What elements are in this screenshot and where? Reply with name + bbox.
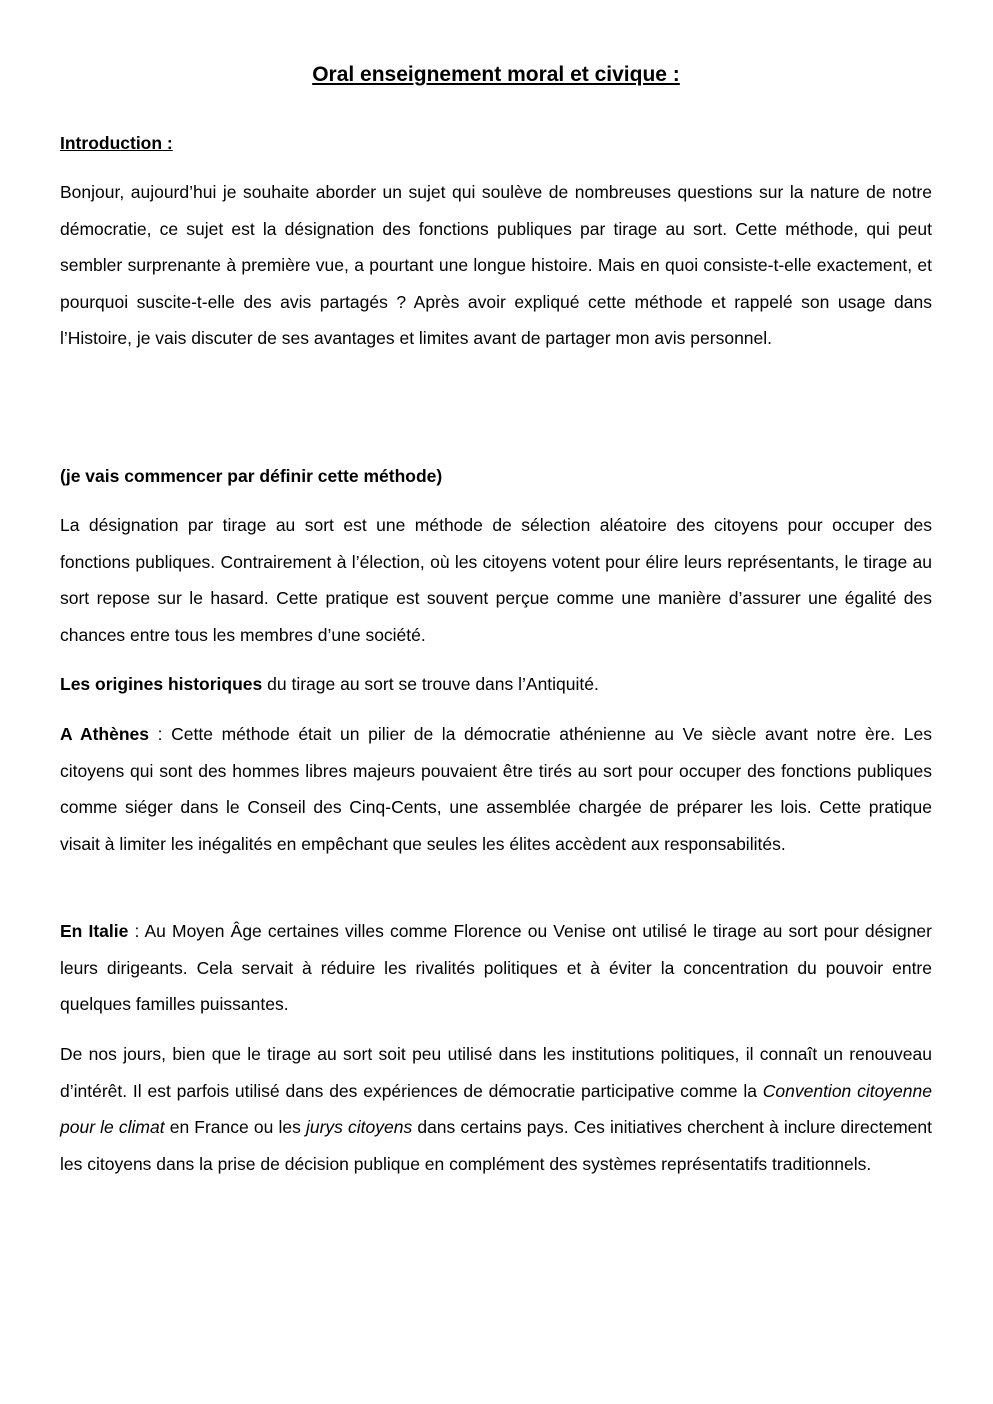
athenes-text: : Cette méthode était un pilier de la démocratie athénienne au Ve siècle avant notre ère. Les citoyens qui sont des hommes libres majeurs pouvaient être tirés au sort pour occuper des fonctions publiques comme siéger dans le Conseil des Cinq-Cents, une assemblée chargée de préparer les lois. Cette pratique visait à limiter les inégalités en empêchant que seules les élites accèdent aux responsabilités. bbox=[60, 724, 932, 854]
italie-bold: En Italie bbox=[60, 921, 129, 941]
modern-italic-1: Convention citoyenne pour le climat bbox=[60, 1080, 932, 1138]
modern-paragraph bbox=[60, 1036, 932, 1182]
italie-text: : Au Moyen Âge certaines villes comme Florence ou Venise ont utilisé le tirage au sort pour désigner leurs dirigeants. Cela servait à réduire les rivalités politiques et à éviter la concentration du pouvoir entre quelques familles puissantes. bbox=[60, 921, 932, 1015]
modern-text-2: en France ou les bbox=[164, 1117, 306, 1138]
modern-text-3: dans certains pays. Ces initiatives cherchent à inclure directement les citoyens dans la prise de décision publique en complément des systèmes représentatifs traditionnels. bbox=[60, 1117, 932, 1174]
modern-italic-2: jurys citoyens bbox=[305, 1117, 413, 1138]
definition-paragraph: La désignation par tirage au sort est une méthode de sélection aléatoire des citoyens pour occuper des fonctions publiques. Contrairement à l’élection, où les citoyens votent pour élire leurs représentants, le tirage au sort repose sur le hasard. Cette pratique est souvent perçue comme une manière d’assurer une égalité des chances entre tous les membres d’une société. bbox=[60, 515, 932, 645]
section-heading: (je vais commencer par définir cette méthode) bbox=[60, 466, 443, 486]
intro-paragraph: Bonjour, aujourd’hui je souhaite aborder un sujet qui soulève de nombreuses questions sur la nature de notre démocratie, ce sujet est la désignation des fonctions publiques par tirage au sort. Cette méthode, qui peut sembler surprenante à première vue, a pourtant une longue histoire. Mais en quoi consiste-t-elle exactement, et pourquoi suscite-t-elle des avis partagés ? Après avoir expliqué cette méthode et rappelé son usage dans l’Histoire, je vais discuter de ses avantages et limites avant de partager mon avis personnel. bbox=[60, 182, 932, 349]
page-title: Oral enseignement moral et civique : bbox=[312, 63, 680, 86]
intro-heading: Introduction : bbox=[60, 133, 173, 153]
origins-text: du tirage au sort se trouve dans l’Antiquité. bbox=[262, 674, 599, 694]
italie-paragraph bbox=[60, 913, 932, 1023]
origins-bold: Les origines historiques bbox=[60, 674, 263, 694]
modern-text-1: De nos jours, bien que le tirage au sort soit peu utilisé dans les institutions politiques, il connaît un renouveau d’intérêt. Il est parfois utilisé dans des expériences de démocratie participative comme la bbox=[60, 1044, 932, 1101]
origins-paragraph bbox=[60, 666, 932, 703]
athenes-paragraph bbox=[60, 716, 932, 862]
athenes-bold: A Athènes bbox=[60, 724, 150, 744]
